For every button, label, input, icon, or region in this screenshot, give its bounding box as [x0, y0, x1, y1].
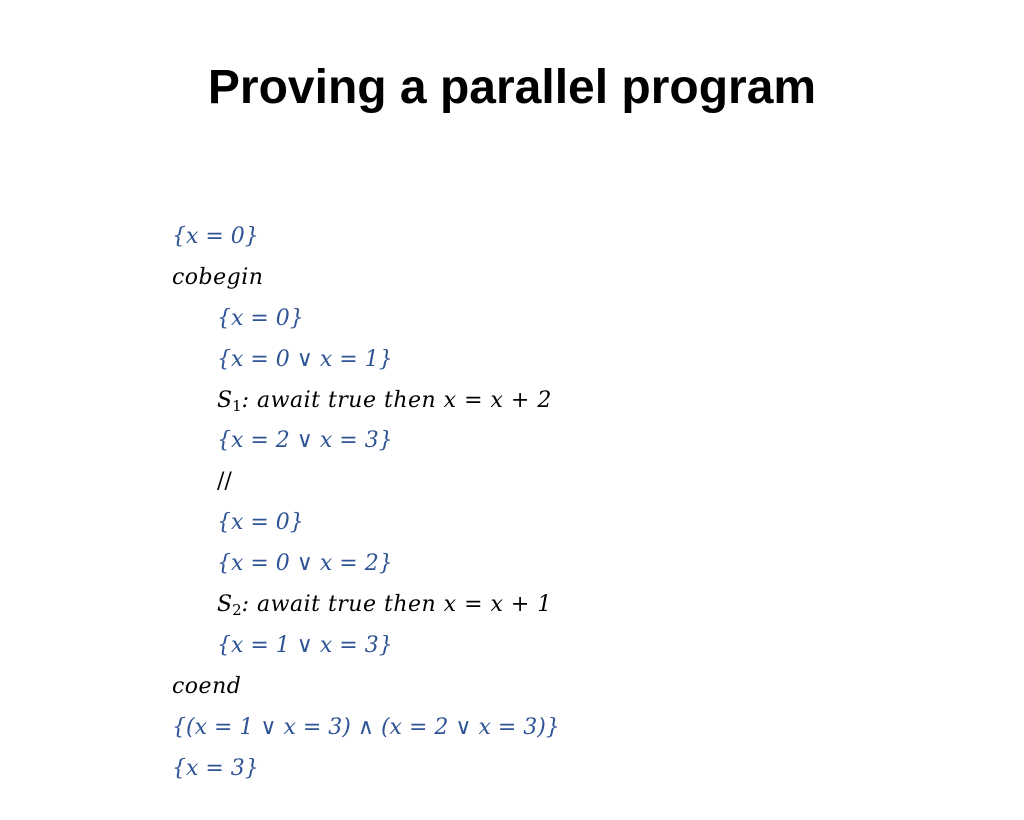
proof-outline [144, 186, 560, 781]
s1-subscript: 1 [232, 396, 242, 415]
s1-postcondition-text: {x = 2 ∨ x = 3} [216, 428, 393, 454]
s1-body: : await true then x = x + 2 [241, 387, 552, 413]
s1-label: S [216, 387, 233, 413]
s2-postcondition-text: {x = 1 ∨ x = 3} [216, 632, 393, 658]
combined-postcondition-text: {(x = 1 ∨ x = 3) ∧ (x = 2 ∨ x = 3)} [171, 714, 560, 740]
s2-weakened-precondition-text: {x = 0 ∨ x = 2} [216, 551, 393, 577]
slide-title: Proving a parallel program [207, 61, 817, 114]
s1-weakened-precondition-text: {x = 0 ∨ x = 1} [216, 346, 393, 372]
precondition-text: {x = 0} [171, 224, 259, 249]
cobegin-text: cobegin [171, 264, 264, 290]
s2-subscript: 2 [232, 601, 242, 620]
coend-text: coend [171, 673, 242, 699]
s1-precondition-text: {x = 0} [216, 305, 304, 331]
s2-label: S [216, 592, 233, 618]
s2-precondition-text: {x = 0} [216, 510, 304, 536]
precondition [144, 186, 560, 249]
s2-body: : await true then x = x + 1 [241, 592, 552, 618]
parallel-separator-text: // [216, 469, 232, 495]
final-postcondition-text: {x = 3} [171, 755, 259, 781]
